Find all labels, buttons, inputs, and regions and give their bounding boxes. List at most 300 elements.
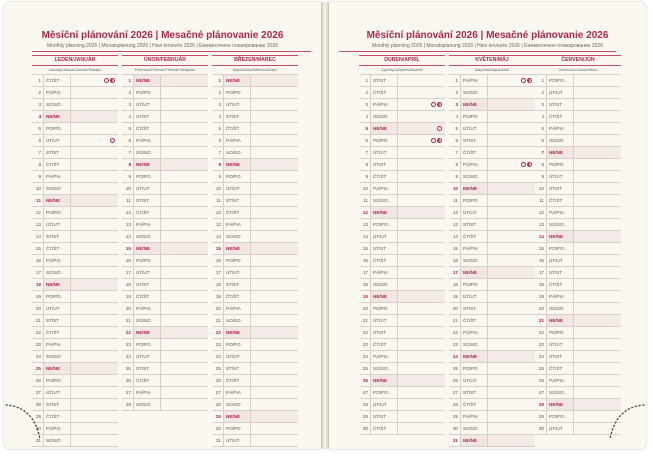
note-area[interactable] [574,243,621,254]
day-row [212,351,298,363]
note-area[interactable] [71,171,118,182]
note-area[interactable] [488,363,535,374]
day-of-week: SO/SO [546,135,574,146]
note-area[interactable] [488,411,535,422]
note-area[interactable] [71,111,118,122]
moon-full-icon [437,126,442,131]
note-area[interactable] [161,195,208,206]
day-of-week: ÚT/UT [43,303,71,314]
day-row [122,267,208,279]
note-area[interactable] [488,327,535,338]
day-number: 14 [125,234,131,239]
note-area[interactable] [71,387,118,398]
note-area[interactable] [488,375,535,386]
note-area[interactable] [574,363,621,374]
note-area[interactable] [161,303,208,314]
note-area[interactable] [398,303,445,314]
note-area[interactable] [71,399,118,410]
note-area[interactable] [71,267,118,278]
note-area[interactable] [488,219,535,230]
note-area[interactable] [398,123,445,134]
note-area[interactable] [71,303,118,314]
note-area[interactable] [398,135,445,146]
day-number: 2 [541,90,544,95]
note-area[interactable] [71,195,118,206]
note-area[interactable] [574,111,621,122]
note-area[interactable] [71,363,118,374]
day-of-week: ÚT/UT [370,231,398,242]
note-area[interactable] [398,231,445,242]
day-row [212,423,298,435]
day-row [212,327,298,339]
note-area[interactable] [71,219,118,230]
day-row [32,387,118,399]
day-of-week: NE/NE [223,75,251,86]
note-area[interactable] [251,411,298,422]
day-row [535,351,621,363]
day-number: 6 [455,138,458,143]
note-area[interactable] [398,267,445,278]
day-of-week: SO/SO [223,147,251,158]
note-area[interactable] [251,99,298,110]
day-number: 17 [125,270,131,275]
note-area[interactable] [398,315,445,326]
day-of-week: PO/PO [223,339,251,350]
note-area[interactable] [488,255,535,266]
note-area[interactable] [71,231,118,242]
note-area[interactable] [251,423,298,434]
note-area[interactable] [71,159,118,170]
note-area[interactable] [488,423,535,434]
day-row [32,87,118,99]
day-row [32,303,118,315]
day-of-week: SO/SO [546,387,574,398]
day-number: 1 [541,78,544,83]
day-row [449,207,535,219]
note-area[interactable] [161,207,208,218]
note-area[interactable] [398,171,445,182]
note-area[interactable] [398,351,445,362]
day-row [535,123,621,135]
day-of-week: ST/ST [370,327,398,338]
day-number: 3 [128,102,131,107]
month-name: KVĚTEN/MÁJ [449,55,535,66]
note-area[interactable] [251,243,298,254]
note-area[interactable] [251,291,298,302]
day-of-week: NE/NE [370,375,398,386]
month-name: ÚNOR/FEBRUÁR [122,55,208,66]
day-number: 15 [452,246,458,251]
day-row [212,195,298,207]
day-number: 31 [215,438,221,443]
note-area[interactable] [71,75,118,86]
day-row [449,411,535,423]
note-area[interactable] [488,159,535,170]
day-row [359,159,445,171]
day-of-week: PO/PO [370,219,398,230]
day-number: 14 [362,234,368,239]
note-area[interactable] [161,219,208,230]
day-row [449,147,535,159]
day-row [122,123,208,135]
note-area[interactable] [251,399,298,410]
note-area[interactable] [71,99,118,110]
note-area[interactable] [251,123,298,134]
note-area[interactable] [488,195,535,206]
note-area[interactable] [574,327,621,338]
note-area[interactable] [71,351,118,362]
day-row [535,219,621,231]
note-area[interactable] [574,135,621,146]
note-area[interactable] [71,243,118,254]
day-row [449,387,535,399]
day-of-week: PO/PO [43,375,71,386]
note-area[interactable] [161,387,208,398]
note-area[interactable] [488,315,535,326]
note-area[interactable] [398,279,445,290]
note-area[interactable] [251,219,298,230]
note-area[interactable] [574,303,621,314]
day-number: 20 [215,306,221,311]
day-number: 11 [36,198,41,203]
note-area[interactable] [251,267,298,278]
day-row [535,339,621,351]
day-number: 26 [538,378,544,383]
day-row [212,135,298,147]
day-of-week: NE/NE [43,111,71,122]
note-area[interactable] [71,207,118,218]
note-area[interactable] [251,111,298,122]
note-area[interactable] [251,363,298,374]
day-of-week: ÚT/UT [546,171,574,182]
day-of-week: SO/SO [43,267,71,278]
day-number: 7 [365,150,368,155]
note-area[interactable] [574,123,621,134]
note-area[interactable] [574,291,621,302]
note-area[interactable] [398,147,445,158]
day-row [212,87,298,99]
day-of-week: NE/NE [460,99,488,110]
note-area[interactable] [574,375,621,386]
day-of-week: SO/SO [546,303,574,314]
day-number: 19 [125,294,131,299]
day-row [535,291,621,303]
note-area[interactable] [574,267,621,278]
day-number: 25 [452,366,458,371]
day-of-week: ÚT/UT [43,219,71,230]
note-area[interactable] [71,423,118,434]
note-area[interactable] [488,387,535,398]
book-spine [321,2,329,449]
note-area[interactable] [251,231,298,242]
note-area[interactable] [251,183,298,194]
note-area[interactable] [574,255,621,266]
moon-full-icon [521,78,526,83]
note-area[interactable] [251,195,298,206]
note-area[interactable] [488,279,535,290]
day-row [449,315,535,327]
day-of-week: PO/PO [370,135,398,146]
note-area[interactable] [251,159,298,170]
note-area[interactable] [161,135,208,146]
note-area[interactable] [161,279,208,290]
day-number: 3 [455,102,458,107]
note-area[interactable] [488,291,535,302]
note-area[interactable] [251,351,298,362]
note-area[interactable] [574,351,621,362]
day-of-week: PÁ/PIA [133,303,161,314]
day-number: 24 [362,354,368,359]
note-area[interactable] [574,99,621,110]
note-area[interactable] [574,75,621,86]
day-row [449,399,535,411]
note-area[interactable] [398,111,445,122]
note-area[interactable] [398,87,445,98]
day-of-week: ČT/ŠT [43,243,71,254]
day-of-week: NE/NE [460,183,488,194]
note-area[interactable] [398,387,445,398]
note-area[interactable] [488,351,535,362]
day-of-week: ST/ST [546,99,574,110]
note-area[interactable] [71,411,118,422]
day-number: 7 [455,150,458,155]
note-area[interactable] [251,387,298,398]
note-area[interactable] [161,375,208,386]
month-translations: March/März/Március/Март [212,66,298,75]
note-area[interactable] [251,435,298,446]
note-area[interactable] [161,75,208,86]
day-row [535,111,621,123]
note-area[interactable] [488,303,535,314]
day-of-week: NE/NE [460,435,488,446]
day-row [212,111,298,123]
note-area[interactable] [71,135,118,146]
note-area[interactable] [574,147,621,158]
day-row [122,351,208,363]
month-translations: May/Mai/Május/Май [449,66,535,75]
day-number: 14 [452,234,458,239]
note-area[interactable] [161,315,208,326]
note-area[interactable] [161,99,208,110]
note-area[interactable] [398,339,445,350]
day-of-week: PO/PO [546,411,574,422]
note-area[interactable] [398,159,445,170]
day-number: 12 [538,210,544,215]
note-area[interactable] [161,291,208,302]
note-area[interactable] [161,111,208,122]
note-area[interactable] [71,339,118,350]
note-area[interactable] [251,171,298,182]
note-area[interactable] [161,327,208,338]
note-area[interactable] [398,219,445,230]
note-area[interactable] [71,147,118,158]
month-column [122,55,208,411]
note-area[interactable] [161,351,208,362]
day-row [359,303,445,315]
day-number: 19 [538,294,544,299]
note-area[interactable] [161,363,208,374]
note-area[interactable] [398,207,445,218]
day-number: 7 [128,150,131,155]
note-area[interactable] [488,75,535,86]
day-row [122,375,208,387]
note-area[interactable] [251,327,298,338]
note-area[interactable] [488,267,535,278]
day-of-week: ČT/ŠT [223,375,251,386]
note-area[interactable] [488,135,535,146]
note-area[interactable] [71,255,118,266]
note-area[interactable] [161,267,208,278]
day-number: 22 [538,330,544,335]
day-number: 30 [362,426,368,431]
note-area[interactable] [574,171,621,182]
note-area[interactable] [574,195,621,206]
day-number: 9 [128,174,131,179]
note-area[interactable] [251,87,298,98]
note-area[interactable] [398,291,445,302]
note-area[interactable] [398,411,445,422]
day-number: 20 [362,306,368,311]
note-area[interactable] [251,207,298,218]
day-row [359,231,445,243]
month-translations: January/Januar/Január/Январь [32,66,118,75]
note-area[interactable] [488,99,535,110]
note-area[interactable] [488,399,535,410]
note-area[interactable] [71,315,118,326]
day-of-week: PÁ/PIA [460,243,488,254]
day-of-week: PÁ/PIA [133,387,161,398]
note-area[interactable] [574,207,621,218]
note-area[interactable] [398,243,445,254]
day-number: 25 [35,366,41,371]
note-area[interactable] [488,243,535,254]
note-area[interactable] [398,99,445,110]
day-of-week: PÁ/PIA [460,411,488,422]
note-area[interactable] [488,123,535,134]
note-area[interactable] [161,399,208,410]
day-row [535,303,621,315]
note-area[interactable] [574,339,621,350]
note-area[interactable] [161,159,208,170]
note-area[interactable] [251,375,298,386]
note-area[interactable] [488,435,535,446]
note-area[interactable] [574,279,621,290]
day-of-week: PO/PO [460,195,488,206]
note-area[interactable] [71,435,118,446]
day-row [359,255,445,267]
day-row [212,291,298,303]
note-area[interactable] [488,339,535,350]
note-area[interactable] [71,291,118,302]
day-number: 24 [215,354,221,359]
note-area[interactable] [251,135,298,146]
note-area[interactable] [251,279,298,290]
day-of-week: NE/NE [223,243,251,254]
note-area[interactable] [161,87,208,98]
note-area[interactable] [71,183,118,194]
day-of-week: ČT/ŠT [546,279,574,290]
note-area[interactable] [488,183,535,194]
note-area[interactable] [161,231,208,242]
note-area[interactable] [251,303,298,314]
day-of-week: ST/ST [370,159,398,170]
day-row [122,387,208,399]
note-area[interactable] [574,159,621,170]
title-rule [339,51,616,52]
note-area[interactable] [71,327,118,338]
note-area[interactable] [488,111,535,122]
note-area[interactable] [574,387,621,398]
note-area[interactable] [71,123,118,134]
day-number: 22 [35,330,41,335]
note-area[interactable] [574,315,621,326]
note-area[interactable] [251,339,298,350]
note-area[interactable] [161,255,208,266]
note-area[interactable] [574,87,621,98]
day-number: 13 [35,222,41,227]
day-row [32,411,118,423]
note-area[interactable] [161,339,208,350]
note-area[interactable] [398,327,445,338]
note-area[interactable] [398,183,445,194]
day-row [212,411,298,423]
day-number: 4 [541,114,544,119]
day-row [122,99,208,111]
note-area[interactable] [574,231,621,242]
note-area[interactable] [574,219,621,230]
note-area[interactable] [398,195,445,206]
note-area[interactable] [398,375,445,386]
note-area[interactable] [251,147,298,158]
day-of-week: SO/SO [133,399,161,410]
note-area[interactable] [398,399,445,410]
day-number: 12 [125,210,131,215]
note-area[interactable] [398,255,445,266]
day-number: 3 [541,102,544,107]
day-of-week: PO/PO [460,363,488,374]
note-area[interactable] [488,87,535,98]
note-area[interactable] [488,207,535,218]
note-area[interactable] [71,279,118,290]
note-area[interactable] [574,183,621,194]
day-row [122,111,208,123]
note-area[interactable] [251,315,298,326]
day-row [122,315,208,327]
note-area[interactable] [161,147,208,158]
day-row [359,111,445,123]
note-area[interactable] [398,423,445,434]
day-of-week: PO/PO [133,171,161,182]
note-area[interactable] [161,243,208,254]
note-area[interactable] [71,375,118,386]
day-row [122,303,208,315]
note-area[interactable] [251,75,298,86]
note-area[interactable] [488,231,535,242]
note-area[interactable] [161,123,208,134]
note-area[interactable] [161,183,208,194]
note-area[interactable] [398,363,445,374]
note-area[interactable] [398,75,445,86]
day-row [359,183,445,195]
note-area[interactable] [488,171,535,182]
note-area[interactable] [251,255,298,266]
day-number: 6 [38,138,41,143]
note-area[interactable] [161,171,208,182]
note-area[interactable] [488,147,535,158]
day-number: 3 [365,102,368,107]
note-area[interactable] [71,87,118,98]
day-number: 21 [215,318,221,323]
